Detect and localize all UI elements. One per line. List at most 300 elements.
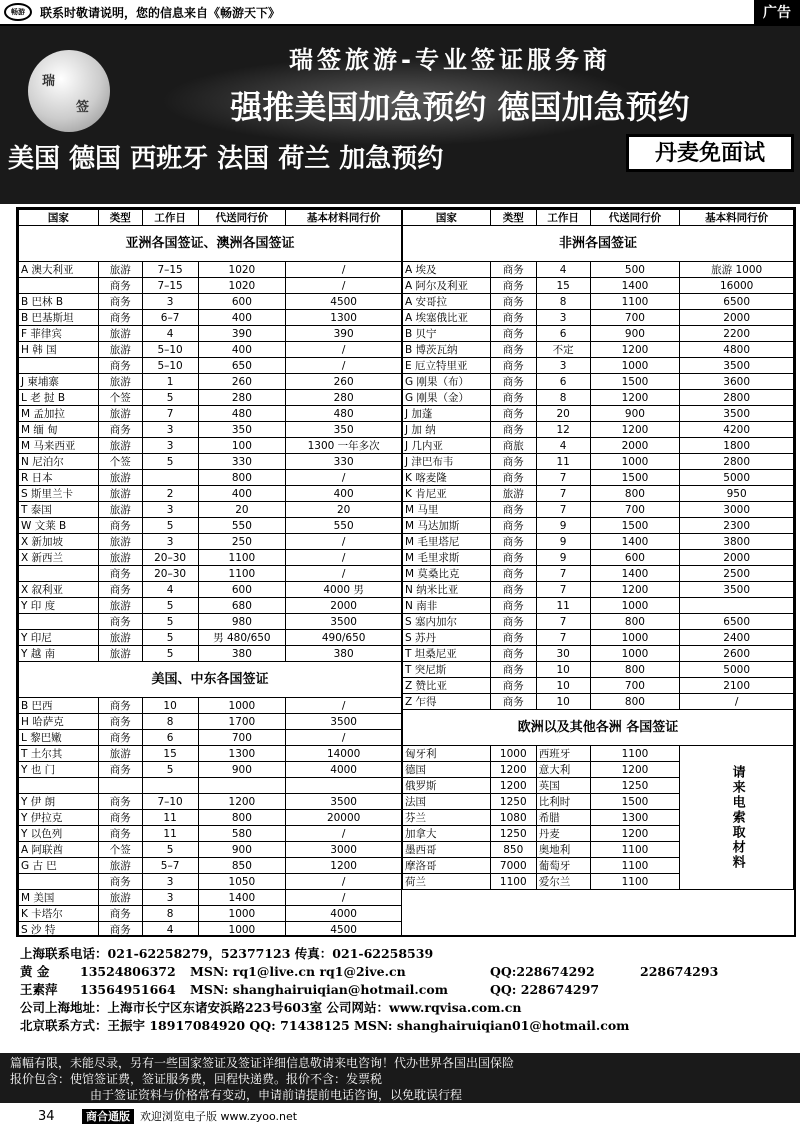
table-row bbox=[403, 278, 794, 294]
table-cell: 英国 bbox=[536, 778, 590, 794]
table-cell: 商务 bbox=[490, 678, 536, 694]
table-cell: A 阿联酋 bbox=[19, 842, 99, 858]
table-cell: 2000 bbox=[590, 438, 680, 454]
table-cell: Y 以色列 bbox=[19, 826, 99, 842]
table-row bbox=[403, 454, 794, 470]
table-row bbox=[19, 630, 402, 646]
table-cell: 商务 bbox=[490, 582, 536, 598]
table-cell: 商务 bbox=[490, 518, 536, 534]
table-cell: / bbox=[286, 730, 402, 746]
table-cell: 11 bbox=[142, 826, 198, 842]
table-cell: 260 bbox=[286, 374, 402, 390]
table-cell: 1000 bbox=[490, 746, 536, 762]
table-row bbox=[19, 778, 402, 794]
table-cell: M 缅 甸 bbox=[19, 422, 99, 438]
table-cell: 1020 bbox=[198, 262, 286, 278]
table-cell: 旅游 bbox=[98, 630, 142, 646]
table-cell: 3 bbox=[142, 502, 198, 518]
table-cell: 20–30 bbox=[142, 550, 198, 566]
table-row bbox=[403, 678, 794, 694]
table-cell: 商务 bbox=[98, 358, 142, 374]
table-row bbox=[19, 534, 402, 550]
table-cell: 奥地利 bbox=[536, 842, 590, 858]
table-cell: 2 bbox=[142, 486, 198, 502]
table-cell: J 津巴布韦 bbox=[403, 454, 491, 470]
table-cell: 旅游 bbox=[98, 438, 142, 454]
table-cell: 1200 bbox=[590, 762, 680, 778]
table-cell: 6500 bbox=[680, 614, 794, 630]
table-cell: 3500 bbox=[286, 794, 402, 810]
table-row bbox=[403, 438, 794, 454]
table-cell: 3 bbox=[142, 890, 198, 906]
table-cell: 20 bbox=[198, 502, 286, 518]
table-cell: 3800 bbox=[680, 534, 794, 550]
table-cell: 7 bbox=[536, 470, 590, 486]
table-row bbox=[403, 582, 794, 598]
contact-msn: MSN: rq1@live.cn rq1@2ive.cn bbox=[190, 964, 406, 979]
table-cell: 7000 bbox=[490, 858, 536, 874]
section-title-row bbox=[403, 226, 794, 262]
table-cell: 1200 bbox=[198, 794, 286, 810]
table-cell: 7 bbox=[536, 614, 590, 630]
table-cell: 800 bbox=[590, 486, 680, 502]
table-cell: 6 bbox=[536, 374, 590, 390]
table-cell: 商务 bbox=[98, 714, 142, 730]
table-row bbox=[403, 374, 794, 390]
table-cell: 1250 bbox=[490, 794, 536, 810]
table-cell: X 新西兰 bbox=[19, 550, 99, 566]
table-cell: / bbox=[286, 698, 402, 714]
table-cell: 旅游 bbox=[98, 262, 142, 278]
table-cell: 5000 bbox=[680, 470, 794, 486]
table-cell: 不定 bbox=[536, 342, 590, 358]
beijing-contact: 北京联系方式：王振宇 18917084920 QQ: 71438125 MSN: shanghairuiqian01@hotmail.com bbox=[20, 1018, 630, 1033]
table-cell: 850 bbox=[490, 842, 536, 858]
table-row bbox=[19, 342, 402, 358]
table-cell: 600 bbox=[198, 582, 286, 598]
table-row bbox=[403, 502, 794, 518]
table-row bbox=[403, 598, 794, 614]
table-cell: / bbox=[286, 550, 402, 566]
table-cell: 1200 bbox=[286, 858, 402, 874]
table-row bbox=[403, 310, 794, 326]
table-cell: 商务 bbox=[490, 502, 536, 518]
table-cell: 980 bbox=[198, 614, 286, 630]
table-cell: 个签 bbox=[98, 454, 142, 470]
table-cell: K 喀麦隆 bbox=[403, 470, 491, 486]
contact-wang bbox=[20, 981, 790, 999]
table-cell: 1200 bbox=[590, 422, 680, 438]
table-cell: 商务 bbox=[98, 826, 142, 842]
table-row bbox=[403, 406, 794, 422]
table-cell: 1700 bbox=[198, 714, 286, 730]
table-row bbox=[19, 566, 402, 582]
table-row bbox=[403, 390, 794, 406]
table-cell: N 尼泊尔 bbox=[19, 454, 99, 470]
footer-line-1: 篇幅有限，未能尽录，另有一些国家签证及签证详细信息敬请来电咨询！代办世界各国出国保险 bbox=[10, 1056, 515, 1070]
table-cell: 男 480/650 bbox=[198, 630, 286, 646]
table-cell: F 菲律宾 bbox=[19, 326, 99, 342]
table-cell: 700 bbox=[590, 678, 680, 694]
table-cell: 5 bbox=[142, 390, 198, 406]
table-cell: 法国 bbox=[403, 794, 491, 810]
table-cell: 7 bbox=[536, 582, 590, 598]
column-header: 工作日 bbox=[536, 210, 590, 226]
table-cell: 1200 bbox=[490, 778, 536, 794]
table-cell: 商务 bbox=[490, 470, 536, 486]
contact-info bbox=[20, 945, 790, 1035]
table-row bbox=[403, 694, 794, 710]
table-cell: 商务 bbox=[490, 598, 536, 614]
table-cell: 680 bbox=[198, 598, 286, 614]
table-cell: 比利时 bbox=[536, 794, 590, 810]
table-row bbox=[403, 630, 794, 646]
table-cell: L 老 挝 B bbox=[19, 390, 99, 406]
table-cell: 5 bbox=[142, 614, 198, 630]
table-cell: 5–10 bbox=[142, 358, 198, 374]
table-cell: M 马达加斯 bbox=[403, 518, 491, 534]
table-cell: 11 bbox=[536, 598, 590, 614]
table-cell: 商务 bbox=[98, 294, 142, 310]
table-cell: 2500 bbox=[680, 566, 794, 582]
table-cell bbox=[142, 470, 198, 486]
table-cell: 商务 bbox=[490, 294, 536, 310]
table-cell: 20 bbox=[536, 406, 590, 422]
table-row bbox=[19, 262, 402, 278]
table-cell: 14000 bbox=[286, 746, 402, 762]
table-cell: B 巴林 B bbox=[19, 294, 99, 310]
table-cell: 商务 bbox=[98, 614, 142, 630]
table-cell: 20–30 bbox=[142, 566, 198, 582]
table-cell: 580 bbox=[198, 826, 286, 842]
table-cell: 意大利 bbox=[536, 762, 590, 778]
table-cell: T 泰国 bbox=[19, 502, 99, 518]
table-row bbox=[19, 454, 402, 470]
table-cell: 550 bbox=[198, 518, 286, 534]
right-price-table bbox=[402, 209, 794, 890]
table-cell: 5000 bbox=[680, 662, 794, 678]
table-cell: 3000 bbox=[680, 502, 794, 518]
table-cell: M 美国 bbox=[19, 890, 99, 906]
table-cell: 5 bbox=[142, 630, 198, 646]
table-cell: 11 bbox=[142, 810, 198, 826]
table-cell: 4 bbox=[536, 262, 590, 278]
table-cell: 旅游 bbox=[98, 486, 142, 502]
table-cell: 9 bbox=[536, 550, 590, 566]
table-cell: 1000 bbox=[590, 358, 680, 374]
table-row bbox=[19, 582, 402, 598]
table-cell: 8 bbox=[142, 906, 198, 922]
table-cell: L 黎巴嫩 bbox=[19, 730, 99, 746]
table-cell: 商务 bbox=[98, 906, 142, 922]
table-cell: / bbox=[680, 694, 794, 710]
table-cell: G 刚果（金） bbox=[403, 390, 491, 406]
table-cell: B 巴西 bbox=[19, 698, 99, 714]
table-cell: 1100 bbox=[590, 842, 680, 858]
table-cell: 5 bbox=[142, 646, 198, 662]
table-row bbox=[403, 470, 794, 486]
table-cell: 旅游 bbox=[98, 598, 142, 614]
table-cell: 4800 bbox=[680, 342, 794, 358]
footer-notes bbox=[0, 1053, 800, 1103]
table-cell: 旅游 1000 bbox=[680, 262, 794, 278]
top-bar bbox=[0, 0, 800, 26]
table-cell: 4 bbox=[142, 326, 198, 342]
table-cell: 商务 bbox=[490, 390, 536, 406]
table-cell: J 几内亚 bbox=[403, 438, 491, 454]
table-cell: 希腊 bbox=[536, 810, 590, 826]
table-cell: 1200 bbox=[590, 390, 680, 406]
table-cell: 商务 bbox=[98, 874, 142, 890]
table-cell: 700 bbox=[590, 502, 680, 518]
table-row bbox=[19, 746, 402, 762]
table-cell: X 新加坡 bbox=[19, 534, 99, 550]
table-cell: T 突尼斯 bbox=[403, 662, 491, 678]
table-cell: 3 bbox=[536, 358, 590, 374]
contact-qq: QQ: 228674297 bbox=[490, 982, 600, 997]
table-cell: 3 bbox=[142, 534, 198, 550]
table-cell: 1080 bbox=[490, 810, 536, 826]
table-cell: / bbox=[286, 534, 402, 550]
table-row bbox=[403, 486, 794, 502]
table-row bbox=[19, 278, 402, 294]
column-header: 类型 bbox=[490, 210, 536, 226]
company-slogan: 瑞签旅游-专业签证服务商 bbox=[289, 46, 611, 74]
column-header: 代送同行价 bbox=[198, 210, 286, 226]
table-cell: 西班牙 bbox=[536, 746, 590, 762]
company-address: 公司上海地址：上海市长宁区东诸安浜路223号603室 公司网站：www.rqvisa.com.cn bbox=[20, 1000, 522, 1015]
section-title-row bbox=[403, 710, 794, 746]
table-cell: / bbox=[286, 342, 402, 358]
table-cell: Y 伊 朗 bbox=[19, 794, 99, 810]
table-cell: 900 bbox=[198, 762, 286, 778]
table-cell: 7 bbox=[536, 486, 590, 502]
table-cell: 6 bbox=[536, 326, 590, 342]
column-header: 基本材料同行价 bbox=[286, 210, 402, 226]
table-cell: / bbox=[286, 278, 402, 294]
table-cell: 2800 bbox=[680, 390, 794, 406]
contact-msn: MSN: shanghairuiqian@hotmail.com bbox=[190, 982, 448, 997]
table-cell: 1100 bbox=[590, 746, 680, 762]
table-cell: 7–15 bbox=[142, 278, 198, 294]
table-row bbox=[403, 550, 794, 566]
website-link[interactable]: 欢迎浏览电子版 www.zyoo.net bbox=[140, 1110, 298, 1123]
table-cell: 1400 bbox=[590, 566, 680, 582]
table-cell: J 柬埔寨 bbox=[19, 374, 99, 390]
table-cell: M 毛里求斯 bbox=[403, 550, 491, 566]
table-cell: 9 bbox=[536, 518, 590, 534]
table-cell: 商务 bbox=[98, 582, 142, 598]
table-cell: 商务 bbox=[490, 630, 536, 646]
table-cell: N 南非 bbox=[403, 598, 491, 614]
table-cell: 800 bbox=[198, 810, 286, 826]
company-emblem bbox=[28, 50, 110, 132]
table-row bbox=[403, 294, 794, 310]
table-cell: / bbox=[286, 826, 402, 842]
left-price-table bbox=[18, 209, 402, 937]
table-cell: 商务 bbox=[490, 310, 536, 326]
table-cell: X 叙利亚 bbox=[19, 582, 99, 598]
table-row bbox=[19, 698, 402, 714]
table-cell: A 澳大利亚 bbox=[19, 262, 99, 278]
table-cell: 7 bbox=[536, 630, 590, 646]
table-row bbox=[403, 534, 794, 550]
table-cell: B 贝宁 bbox=[403, 326, 491, 342]
table-cell: M 马来西亚 bbox=[19, 438, 99, 454]
table-cell: J 加蓬 bbox=[403, 406, 491, 422]
table-cell: 1200 bbox=[590, 582, 680, 598]
table-cell: Y 印尼 bbox=[19, 630, 99, 646]
table-cell: 商务 bbox=[490, 662, 536, 678]
table-cell: M 孟加拉 bbox=[19, 406, 99, 422]
contact-phone: 13524806372 bbox=[80, 964, 176, 979]
table-cell: A 阿尔及利亚 bbox=[403, 278, 491, 294]
table-cell: 4 bbox=[142, 582, 198, 598]
table-cell: 20000 bbox=[286, 810, 402, 826]
shanghai-phone: 上海联系电话：021-62258279，52377123 传真：021-62258539 bbox=[20, 946, 434, 961]
table-cell: A 埃及 bbox=[403, 262, 491, 278]
table-cell: 旅游 bbox=[98, 534, 142, 550]
table-row bbox=[19, 374, 402, 390]
table-row bbox=[403, 646, 794, 662]
table-row bbox=[19, 890, 402, 906]
table-cell: G 刚果（布） bbox=[403, 374, 491, 390]
table-cell: 16000 bbox=[680, 278, 794, 294]
table-cell: 3500 bbox=[680, 358, 794, 374]
table-cell: 俄罗斯 bbox=[403, 778, 491, 794]
table-cell: 旅游 bbox=[98, 374, 142, 390]
table-cell: 商务 bbox=[490, 262, 536, 278]
table-header-row bbox=[403, 210, 794, 226]
table-cell: 1500 bbox=[590, 470, 680, 486]
contact-huang bbox=[20, 963, 790, 981]
section-title-row bbox=[19, 662, 402, 698]
table-cell: 4500 bbox=[286, 294, 402, 310]
table-cell: 旅游 bbox=[98, 550, 142, 566]
table-cell: 10 bbox=[536, 694, 590, 710]
table-cell: 330 bbox=[286, 454, 402, 470]
table-cell: 1000 bbox=[198, 698, 286, 714]
table-cell: 匈牙利 bbox=[403, 746, 491, 762]
table-cell: B 巴基斯坦 bbox=[19, 310, 99, 326]
table-cell: 商务 bbox=[98, 310, 142, 326]
countries-headline: 美国 德国 西班牙 法国 荷兰 加急预约 bbox=[8, 144, 444, 174]
table-cell: 商务 bbox=[490, 278, 536, 294]
table-row bbox=[19, 406, 402, 422]
table-cell: S 苏丹 bbox=[403, 630, 491, 646]
table-row bbox=[19, 518, 402, 534]
table-cell: 280 bbox=[198, 390, 286, 406]
table-cell: 旅游 bbox=[98, 502, 142, 518]
table-cell: 800 bbox=[590, 662, 680, 678]
table-cell: 7 bbox=[536, 502, 590, 518]
table-cell: 商务 bbox=[490, 342, 536, 358]
table-cell: 1100 bbox=[198, 550, 286, 566]
table-cell: 摩洛哥 bbox=[403, 858, 491, 874]
table-cell: 爱尔兰 bbox=[536, 874, 590, 890]
table-cell: 1250 bbox=[490, 826, 536, 842]
table-cell: 900 bbox=[590, 326, 680, 342]
column-header: 国家 bbox=[403, 210, 491, 226]
table-cell: 商务 bbox=[490, 422, 536, 438]
table-cell: 800 bbox=[590, 614, 680, 630]
request-materials-note: 请来电索取材料 bbox=[680, 746, 794, 890]
table-cell: 商务 bbox=[490, 534, 536, 550]
table-row bbox=[403, 262, 794, 278]
table-cell: Y 越 南 bbox=[19, 646, 99, 662]
table-cell: 1300 bbox=[590, 810, 680, 826]
table-cell: 1000 bbox=[590, 598, 680, 614]
table-cell: 旅游 bbox=[98, 342, 142, 358]
table-row bbox=[19, 614, 402, 630]
table-row bbox=[19, 906, 402, 922]
table-cell: 1200 bbox=[590, 342, 680, 358]
table-cell: 1100 bbox=[198, 566, 286, 582]
section-title: 非洲各国签证 bbox=[403, 226, 794, 262]
table-cell: 260 bbox=[198, 374, 286, 390]
table-cell: 商务 bbox=[490, 326, 536, 342]
table-row bbox=[19, 598, 402, 614]
table-cell: 380 bbox=[198, 646, 286, 662]
table-cell: 1000 bbox=[590, 454, 680, 470]
table-cell: 400 bbox=[286, 486, 402, 502]
table-cell: 600 bbox=[590, 550, 680, 566]
table-cell: 1400 bbox=[590, 534, 680, 550]
column-header: 国家 bbox=[19, 210, 99, 226]
table-cell: 旅游 bbox=[98, 746, 142, 762]
table-cell: 2300 bbox=[680, 518, 794, 534]
table-row bbox=[403, 518, 794, 534]
table-cell: 6 bbox=[142, 730, 198, 746]
column-header: 类型 bbox=[98, 210, 142, 226]
table-cell: 4 bbox=[142, 922, 198, 938]
table-cell: 商务 bbox=[490, 454, 536, 470]
table-cell: S 塞内加尔 bbox=[403, 614, 491, 630]
table-cell: 280 bbox=[286, 390, 402, 406]
table-cell: 950 bbox=[680, 486, 794, 502]
publication-logo: 畅游 bbox=[4, 3, 32, 21]
emblem-char-bottom: 签 bbox=[76, 100, 90, 115]
table-row bbox=[403, 342, 794, 358]
table-cell: 700 bbox=[590, 310, 680, 326]
table-cell: K 卡塔尔 bbox=[19, 906, 99, 922]
table-cell: 350 bbox=[286, 422, 402, 438]
table-cell: 旅游 bbox=[98, 646, 142, 662]
table-cell: 3500 bbox=[680, 406, 794, 422]
table-row bbox=[19, 858, 402, 874]
table-cell: 20 bbox=[286, 502, 402, 518]
table-cell: / bbox=[286, 470, 402, 486]
table-cell: 7 bbox=[142, 406, 198, 422]
table-cell: 个签 bbox=[98, 390, 142, 406]
table-cell: 1100 bbox=[590, 294, 680, 310]
table-cell: 商务 bbox=[98, 810, 142, 826]
contact-name: 黄 金 bbox=[20, 964, 50, 979]
table-cell: 商务 bbox=[98, 730, 142, 746]
table-header-row bbox=[19, 210, 402, 226]
table-cell: 1300 bbox=[286, 310, 402, 326]
table-cell: 2600 bbox=[680, 646, 794, 662]
table-row bbox=[19, 486, 402, 502]
table-row bbox=[19, 326, 402, 342]
table-cell: 个签 bbox=[98, 842, 142, 858]
table-cell: 1100 bbox=[590, 858, 680, 874]
table-cell: 6500 bbox=[680, 294, 794, 310]
table-cell: / bbox=[286, 358, 402, 374]
table-cell: 商旅 bbox=[490, 438, 536, 454]
table-cell: S 沙 特 bbox=[19, 922, 99, 938]
table-cell: M 马里 bbox=[403, 502, 491, 518]
